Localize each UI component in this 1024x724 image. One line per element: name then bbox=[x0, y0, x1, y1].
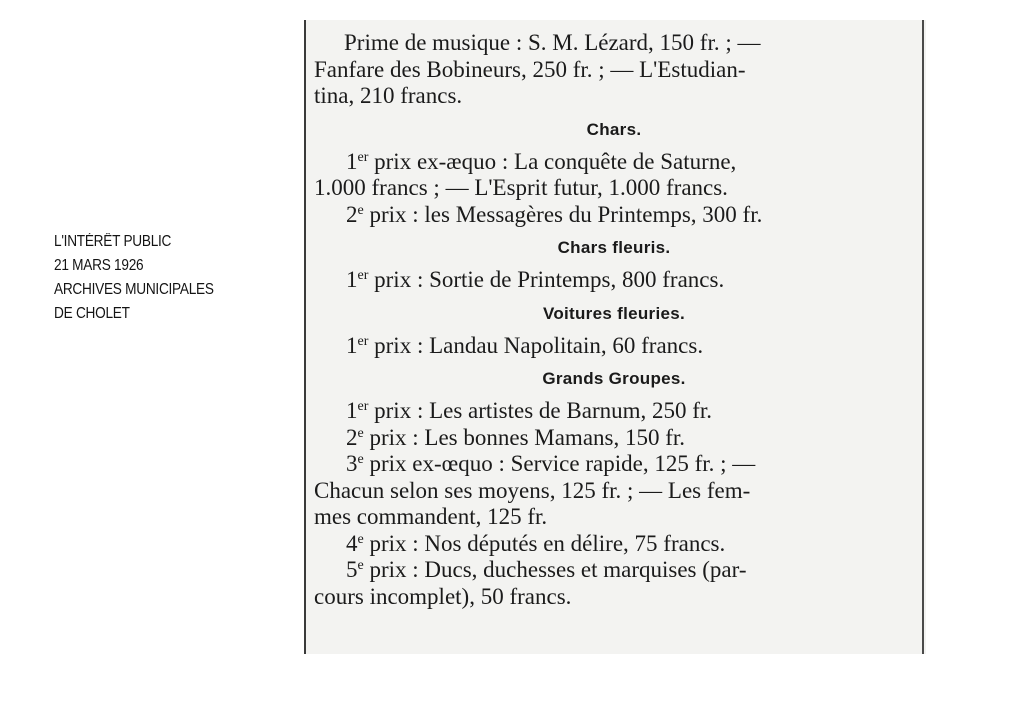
groupes-first-prize bbox=[314, 398, 914, 425]
ordinal-suffix: e bbox=[357, 425, 364, 441]
clipping-text-column bbox=[314, 30, 914, 610]
ordinal-suffix: er bbox=[357, 149, 369, 165]
ordinal-suffix: er bbox=[357, 268, 369, 283]
prize-text: prix : Les artistes de Barnum, 250 fr. bbox=[368, 398, 713, 423]
section-heading-chars-fleuris: Chars fleuris. bbox=[557, 238, 671, 257]
prize-text-continued: 1.000 francs ; — L'Esprit futur, 1.000 francs. bbox=[314, 175, 728, 200]
groupes-fourth-prize bbox=[314, 531, 914, 558]
caption-line-newspaper: L'INTÉRÊT PUBLIC bbox=[54, 233, 172, 250]
ordinal-suffix: e bbox=[357, 531, 364, 547]
music-line-1: Prime de musique : S. M. Lézard, 150 fr. ; — bbox=[344, 30, 761, 55]
column-rule-left bbox=[304, 20, 306, 654]
prize-text: prix : Ducs, duchesses et marquises (par- bbox=[363, 557, 747, 582]
groupes-third-prize bbox=[314, 451, 914, 531]
ordinal: 3 bbox=[346, 451, 358, 476]
chars-first-prize bbox=[314, 149, 914, 202]
ordinal-suffix: er bbox=[357, 333, 369, 349]
section-heading-voitures-fleuries: Voitures fleuries. bbox=[542, 303, 686, 323]
groupes-fifth-prize bbox=[314, 557, 914, 610]
music-line-3: tina, 210 francs. bbox=[314, 83, 463, 108]
ordinal: 2 bbox=[346, 201, 358, 227]
groupes-second-prize bbox=[314, 425, 914, 452]
ordinal-suffix: er bbox=[357, 399, 369, 414]
prize-text: prix : Landau Napolitain, 60 francs. bbox=[368, 332, 704, 358]
music-prize-paragraph bbox=[314, 30, 914, 110]
prize-text: prix ex-œquo : Service rapide, 125 fr. ; — bbox=[363, 451, 756, 476]
source-caption bbox=[54, 230, 248, 326]
caption-line-city: DE CHOLET bbox=[54, 305, 130, 322]
prize-text: prix : Nos députés en délire, 75 francs. bbox=[363, 530, 726, 556]
ordinal: 1 bbox=[346, 148, 358, 174]
ordinal-suffix: e bbox=[357, 202, 364, 218]
caption-line-archive: ARCHIVES MUNICIPALES bbox=[54, 281, 214, 298]
chars-fleuris-first-prize bbox=[314, 267, 914, 294]
ordinal: 4 bbox=[346, 530, 358, 556]
music-line-2: Fanfare des Bobineurs, 250 fr. ; — L'Estudian- bbox=[314, 56, 746, 82]
ordinal: 1 bbox=[346, 398, 358, 423]
prize-text: prix : les Messagères du Printemps, 300 fr. bbox=[363, 201, 763, 227]
prize-text: prix : Les bonnes Mamans, 150 fr. bbox=[363, 424, 686, 450]
section-heading-chars: Chars. bbox=[586, 119, 642, 139]
ordinal: 1 bbox=[346, 267, 358, 292]
ordinal: 5 bbox=[346, 557, 358, 582]
prize-text-continued: mes commandent, 125 fr. bbox=[314, 504, 548, 529]
prize-text-continued: Chacun selon ses moyens, 125 fr. ; — Les fem- bbox=[314, 477, 751, 503]
voitures-first-prize bbox=[314, 333, 914, 360]
prize-text: prix : Sortie de Printemps, 800 francs. bbox=[368, 267, 725, 292]
ordinal-suffix: e bbox=[357, 452, 364, 467]
ordinal-suffix: e bbox=[357, 558, 364, 573]
prize-text-continued: cours incomplet), 50 francs. bbox=[314, 583, 572, 609]
column-rule-right bbox=[922, 20, 924, 654]
section-heading-grands-groupes: Grands Groupes. bbox=[542, 369, 686, 388]
prize-text: prix ex-æquo : La conquête de Saturne, bbox=[368, 148, 737, 174]
ordinal: 1 bbox=[346, 332, 358, 358]
caption-line-date: 21 MARS 1926 bbox=[54, 257, 144, 274]
chars-second-prize bbox=[314, 202, 914, 229]
ordinal: 2 bbox=[346, 424, 358, 450]
